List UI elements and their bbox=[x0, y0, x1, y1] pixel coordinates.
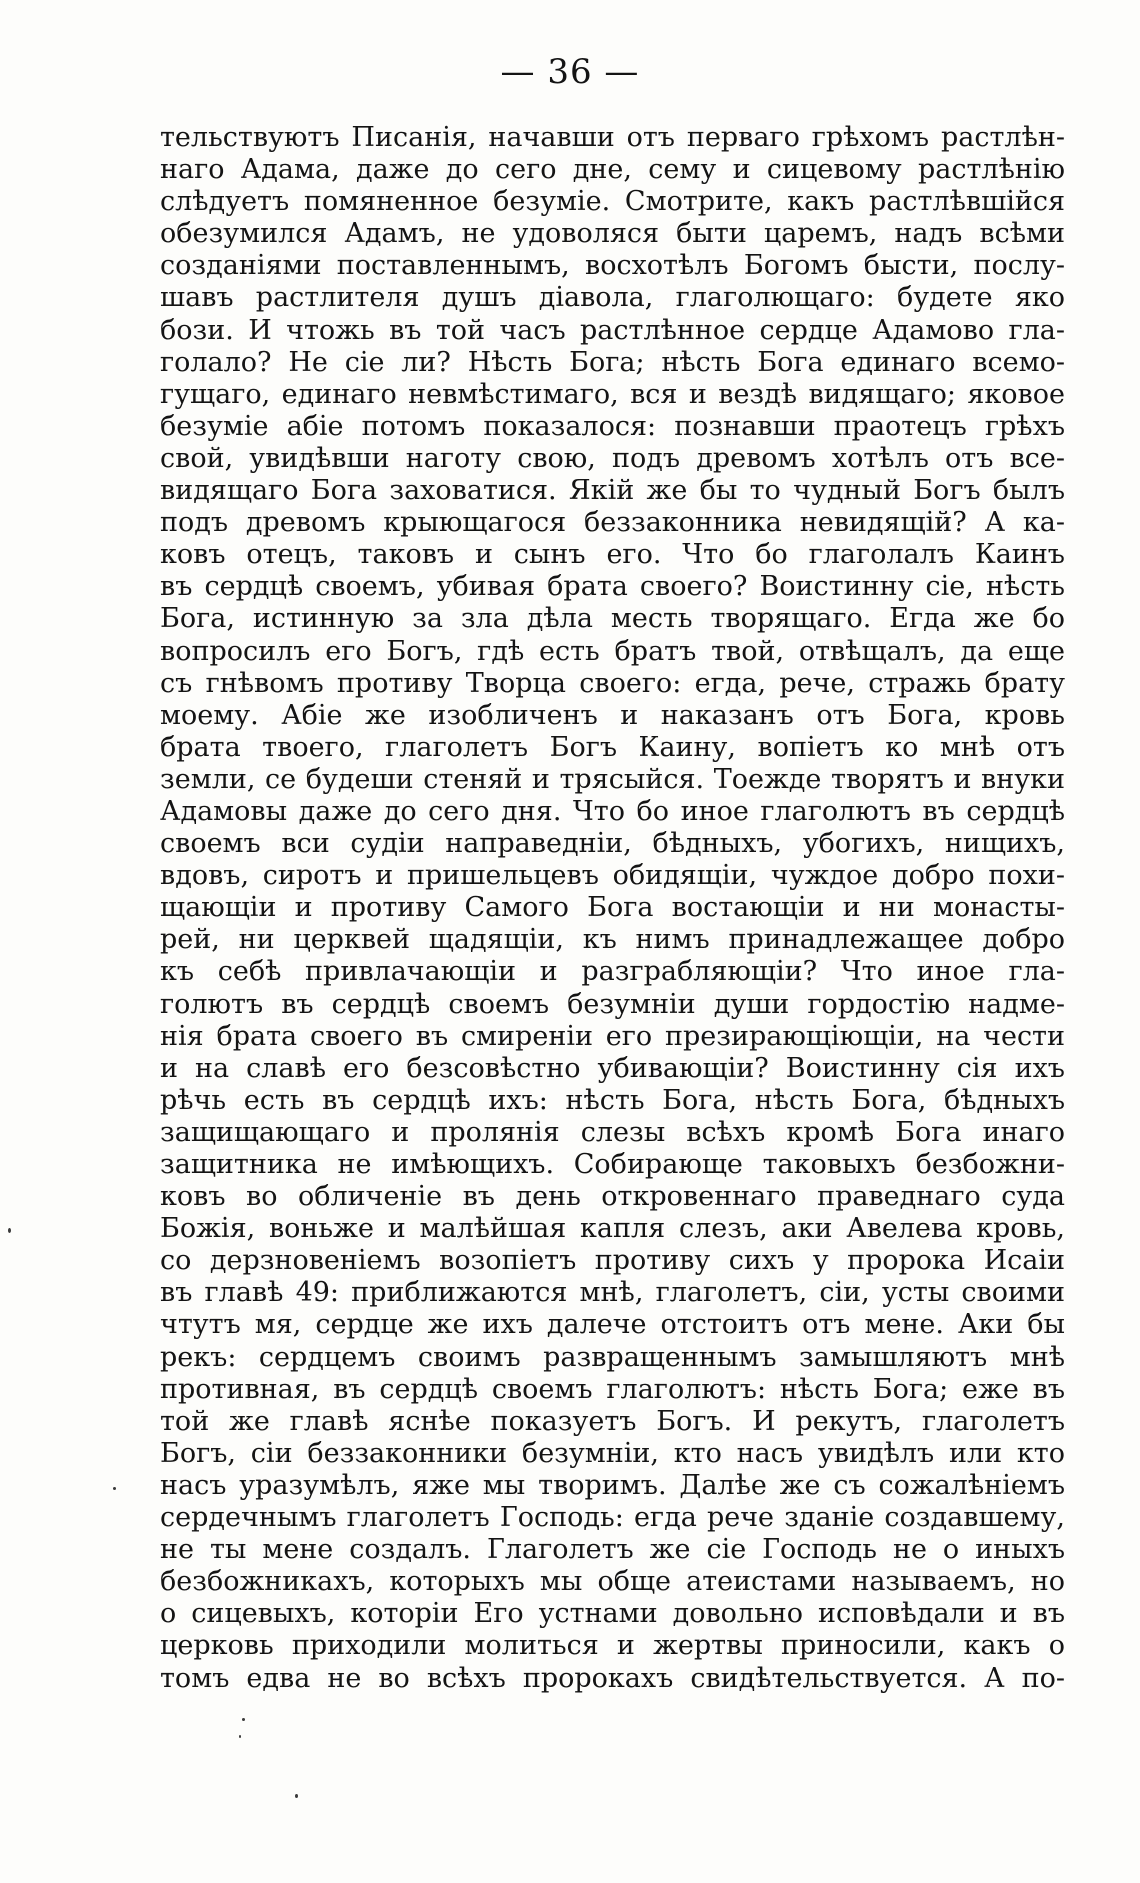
text-line: Бога, истинную за зла дѣла месть творящаго. Егда же бо bbox=[160, 603, 1065, 635]
page-number: — 36 — bbox=[500, 52, 640, 92]
scan-speck bbox=[113, 1487, 116, 1490]
text-line: рѣчь есть въ сердцѣ ихъ: нѣсть Бога, нѣсть Бога, бѣдныхъ bbox=[160, 1084, 1065, 1116]
text-line: наго Адама, даже до сего дне, сему и сицевому растлѣнію bbox=[160, 154, 1065, 186]
text-line: голало? Не сіе ли? Нѣсть Бога; нѣсть Бога единаго всемо- bbox=[160, 346, 1065, 378]
scan-speck bbox=[8, 1228, 11, 1233]
text-line: своемъ вси судіи направедніи, бѣдныхъ, убогихъ, нищихъ, bbox=[160, 828, 1065, 860]
text-line: той же главѣ яснѣе показуетъ Богъ. И рекутъ, глаголетъ bbox=[160, 1405, 1065, 1437]
text-line: о сицевыхъ, которіи Его устнами довольно исповѣдали и въ bbox=[160, 1598, 1065, 1630]
text-line: нія брата своего въ смиреніи его презирающіющіи, на чести bbox=[160, 1020, 1065, 1052]
page-body-text bbox=[160, 122, 1065, 1695]
text-line: безбожникахъ, которыхъ мы обще атеистами называемъ, но bbox=[160, 1566, 1065, 1598]
text-line: голютъ въ сердцѣ своемъ безумніи души гордостію надме- bbox=[160, 988, 1065, 1020]
text-line: свой, увидѣвши наготу свою, подъ древомъ хотѣлъ отъ все- bbox=[160, 442, 1065, 474]
text-line: церковь приходили молиться и жертвы приносили, какъ о bbox=[160, 1630, 1065, 1662]
text-line: Богъ, сіи беззаконники безумніи, кто насъ увидѣлъ или кто bbox=[160, 1437, 1065, 1469]
text-line: со дерзновеніемъ возопіетъ противу сихъ у пророка Исаіи bbox=[160, 1245, 1065, 1277]
text-line: рекъ: сердцемъ своимъ развращеннымъ замышляютъ мнѣ bbox=[160, 1341, 1065, 1373]
text-line: слѣдуетъ помяненное безуміе. Смотрите, какъ растлѣвшійся bbox=[160, 186, 1065, 218]
text-line: ковъ во обличеніе въ день откровеннаго праведнаго суда bbox=[160, 1181, 1065, 1213]
text-line: бози. И чтожь въ той часъ растлѣнное сердце Адамово гла- bbox=[160, 314, 1065, 346]
text-line: томъ едва не во всѣхъ пророкахъ свидѣтельствуется. А по- bbox=[160, 1662, 1065, 1694]
text-line: гущаго, единаго невмѣстимаго, вся и вездѣ видящаго; яковое bbox=[160, 378, 1065, 410]
text-line: обезумился Адамъ, не удоволяся быти царемъ, надъ всѣми bbox=[160, 218, 1065, 250]
text-line: насъ уразумѣлъ, яже мы творимъ. Далѣе же съ сожалѣніемъ bbox=[160, 1469, 1065, 1501]
text-line: видящаго Бога заховатися. Якій же бы то чудный Богъ былъ bbox=[160, 475, 1065, 507]
text-line: земли, се будеши стеняй и трясыйся. Тоежде творятъ и внуки bbox=[160, 763, 1065, 795]
text-line: вдовъ, сиротъ и пришельцевъ обидящіи, чуждое добро похи- bbox=[160, 860, 1065, 892]
text-line: вопросилъ его Богъ, гдѣ есть братъ твой, отвѣщалъ, да еще bbox=[160, 635, 1065, 667]
text-line: брата твоего, глаголетъ Богъ Каину, вопіетъ ко мнѣ отъ bbox=[160, 731, 1065, 763]
text-line: щающіи и противу Самого Бога востающіи и ни монасты- bbox=[160, 892, 1065, 924]
scan-speck bbox=[239, 1735, 241, 1738]
text-line: чтутъ мя, сердце же ихъ далече отстоитъ отъ мене. Аки бы bbox=[160, 1309, 1065, 1341]
text-line: тельствуютъ Писанія, начавши отъ перваго грѣхомъ растлѣн- bbox=[160, 122, 1065, 153]
text-line: Адамовы даже до сего дня. Что бо иное глаголютъ въ сердцѣ bbox=[160, 795, 1065, 827]
text-line: не ты мене создалъ. Глаголетъ же сіе Господь не о иныхъ bbox=[160, 1534, 1065, 1566]
text-line: Божія, воньже и малѣйшая капля слезъ, аки Авелева кровь, bbox=[160, 1213, 1065, 1245]
text-line: моему. Абіе же изобличенъ и наказанъ отъ Бога, кровь bbox=[160, 699, 1065, 731]
scan-speck bbox=[242, 1718, 245, 1721]
text-line: противная, въ сердцѣ своемъ глаголютъ: нѣсть Бога; еже въ bbox=[160, 1373, 1065, 1405]
text-line: ковъ отецъ, таковъ и сынъ его. Что бо глаголалъ Каинъ bbox=[160, 539, 1065, 571]
text-line: безуміе абіе потомъ показалося: познавши праотецъ грѣхъ bbox=[160, 410, 1065, 442]
text-line: рей, ни церквей щадящіи, къ нимъ принадлежащее добро bbox=[160, 924, 1065, 956]
text-line: защищающаго и пролянія слезы всѣхъ кромѣ Бога инаго bbox=[160, 1116, 1065, 1148]
text-line: сердечнымъ глаголетъ Господь: егда рече зданіе создавшему, bbox=[160, 1502, 1065, 1534]
text-line: шавъ растлителя душъ діавола, глаголющаго: будете яко bbox=[160, 282, 1065, 314]
text-line: съ гнѣвомъ противу Творца своего: егда, рече, стражь брату bbox=[160, 667, 1065, 699]
text-line: и на славѣ его безсовѣстно убивающіи? Воистинну сія ихъ bbox=[160, 1052, 1065, 1084]
text-line: созданіями поставленнымъ, восхотѣлъ Богомъ бысти, послу- bbox=[160, 250, 1065, 282]
text-line: въ сердцѣ своемъ, убивая брата своего? Воистинну сіе, нѣсть bbox=[160, 571, 1065, 603]
text-line: подъ древомъ крыющагося беззаконника невидящій? А ка- bbox=[160, 507, 1065, 539]
text-line: въ главѣ 49: приближаются мнѣ, глаголетъ, сіи, усты своими bbox=[160, 1277, 1065, 1309]
text-line: защитника не имѣющихъ. Собирающе таковыхъ безбожни- bbox=[160, 1149, 1065, 1180]
scan-speck bbox=[295, 1794, 298, 1798]
text-line: къ себѣ привлачающіи и разграбляющіи? Что иное гла- bbox=[160, 956, 1065, 988]
